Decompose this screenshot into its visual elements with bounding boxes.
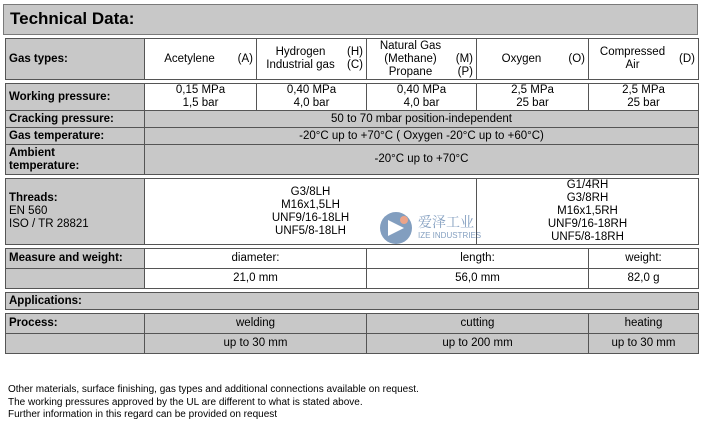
process-header-row	[6, 314, 699, 334]
gas-name: Industrial gas	[266, 59, 335, 71]
gas-code: (P)	[457, 65, 473, 78]
pressure-cell: 0,40 MPa 4,0 bar	[367, 84, 477, 111]
gas-type-cell	[145, 39, 257, 80]
gas-name: Natural Gas	[379, 39, 442, 52]
threads-right-hand: G1/4RH G3/8RH M16x1,5RH UNF9/16-18RH UNF5/8-18RH	[477, 179, 699, 245]
ambient-temperature-value: -20°C up to +70°C	[145, 145, 699, 175]
length-value: 56,0 mm	[367, 269, 589, 289]
gas-type-cell	[589, 39, 699, 80]
gas-code: (M)	[455, 52, 473, 65]
pressure-cell: 2,5 MPa 25 bar	[589, 84, 699, 111]
applications-row	[6, 293, 699, 310]
technical-data-table	[5, 38, 699, 354]
gas-type-cell	[367, 39, 477, 80]
gas-temperature-label: Gas temperature:	[6, 128, 145, 145]
process-welding: welding	[145, 314, 367, 334]
gas-code: (A)	[237, 52, 253, 65]
watermark	[378, 210, 488, 246]
gas-types-row	[6, 39, 699, 80]
cutting-value: up to 200 mm	[367, 334, 589, 354]
measure-header-row	[6, 249, 699, 269]
process-values-row	[6, 334, 699, 354]
weight-value: 82,0 g	[589, 269, 699, 289]
gas-name: Acetylene	[164, 52, 215, 65]
weight-header: weight:	[589, 249, 699, 269]
working-pressure-label: Working pressure:	[6, 84, 145, 111]
welding-value: up to 30 mm	[145, 334, 367, 354]
working-pressure-row	[6, 84, 699, 111]
page-title: Technical Data:	[10, 9, 135, 28]
heating-value: up to 30 mm	[589, 334, 699, 354]
gas-name: Propane	[388, 65, 433, 78]
threads-label: Threads: EN 560 ISO / TR 28821	[6, 179, 145, 245]
section-header	[3, 4, 698, 35]
diameter-header: diameter:	[145, 249, 367, 269]
ambient-temperature-row	[6, 145, 699, 175]
process-cutting: cutting	[367, 314, 589, 334]
watermark-en: IZE INDUSTRIES	[418, 231, 482, 240]
gas-name: Compressed	[599, 46, 666, 58]
gas-code: (H)	[347, 46, 363, 58]
process-heating: heating	[589, 314, 699, 334]
gas-type-cell	[477, 39, 589, 80]
footer-line: Other materials, surface finishing, gas types and additional connections available on request.	[8, 384, 419, 395]
threads-left-hand: G3/8LH M16x1,5LH UNF9/16-18LH UNF5/8-18LH	[145, 179, 477, 245]
length-header: length:	[367, 249, 589, 269]
process-label: Process:	[6, 314, 145, 334]
gas-types-label: Gas types:	[6, 39, 145, 80]
pressure-cell: 0,15 MPa 1,5 bar	[145, 84, 257, 111]
diameter-value: 21,0 mm	[145, 269, 367, 289]
gas-code: (C)	[347, 59, 363, 71]
gas-name: Oxygen	[501, 52, 542, 65]
cracking-pressure-row	[6, 111, 699, 128]
gas-code: (O)	[568, 52, 585, 65]
gas-temperature-value: -20°C up to +70°C ( Oxygen -20°C up to +60°C)	[145, 128, 699, 145]
gas-name: Hydrogen	[275, 46, 326, 58]
gas-name: (Methane)	[384, 52, 437, 65]
ambient-temperature-label: Ambient temperature:	[6, 145, 145, 175]
applications-label: Applications:	[6, 293, 699, 310]
cracking-pressure-label: Cracking pressure:	[6, 111, 145, 128]
ize-logo-icon	[378, 210, 414, 246]
pressure-cell: 2,5 MPa 25 bar	[477, 84, 589, 111]
footer-line: Further information in this regard can be provided on request	[8, 409, 278, 420]
gas-temperature-row	[6, 128, 699, 145]
gas-type-cell	[257, 39, 367, 80]
watermark-cn: 爱泽工业	[418, 214, 474, 230]
footer-notes	[8, 384, 419, 422]
cracking-pressure-value: 50 to 70 mbar position-independent	[145, 111, 699, 128]
measure-label: Measure and weight:	[6, 249, 145, 269]
threads-row	[6, 179, 699, 245]
measure-values-row	[6, 269, 699, 289]
gas-code: (D)	[679, 52, 695, 65]
pressure-cell: 0,40 MPa 4,0 bar	[257, 84, 367, 111]
gas-name: Air	[625, 59, 640, 71]
footer-line: The working pressures approved by the UL are different to what is stated above.	[8, 396, 363, 408]
